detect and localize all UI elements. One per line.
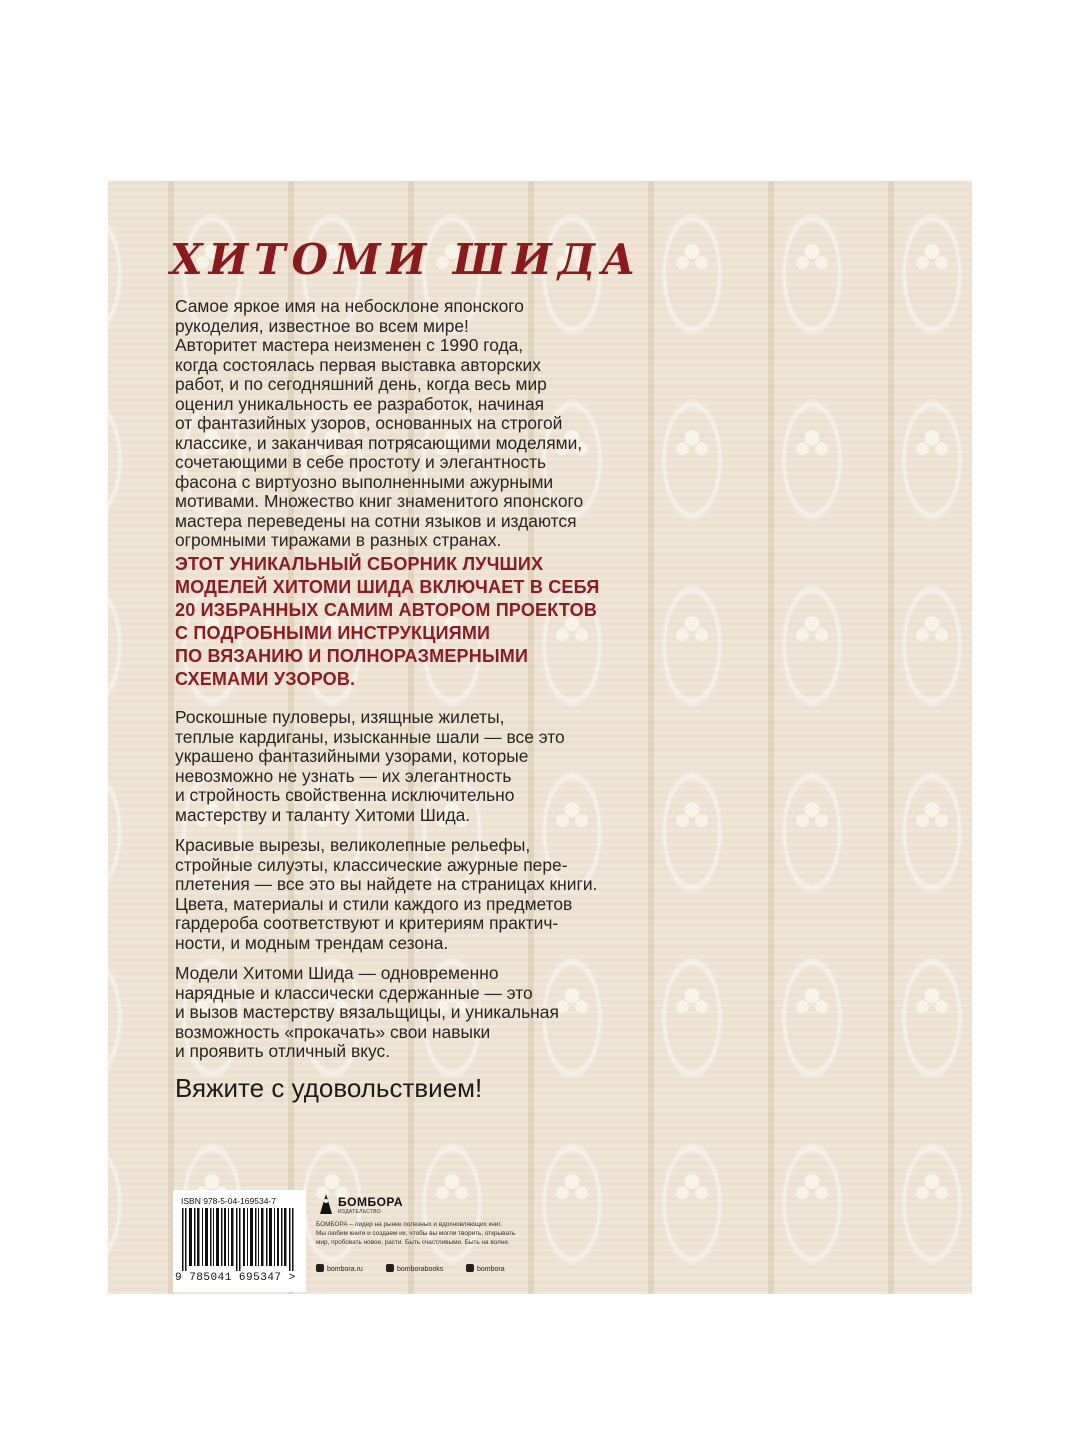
social-handle: bombora.ru: [327, 1266, 363, 1273]
intro-paragraph: Самое яркое имя на небосклоне японского рукоделия, известное во всем мире! Авторитет мастера неизменен с 1990 года, когда состоялась первая выставка авторских работ, и по сегодняшний день, когда весь мир оценил уникальность ее разработок, начиная от фантазийных узоров, основанных на строгой классике, и заканчивая потрясающими моделями, сочетающими в себе простоту и элегантность фасона с виртуозно выполненными ажурными мотивами. Множество книг знаменитого японского мастера переведены на сотни языков и издаются огромными тиражами в разных странах.: [175, 296, 584, 550]
publisher-block: [314, 1190, 734, 1290]
description-paragraph-2: Роскошные пуловеры, изящные жилеты, теплые кардиганы, изысканные шали — все это украшено фантазийными узорами, которые невозможно не узнать — их элегантность и стройность свойственна исключительно мастерству и таланту Хитоми Шида.: [175, 707, 565, 825]
isbn-barcode-box: [173, 1190, 306, 1292]
publisher-subtitle: ИЗДАТЕЛЬСТВО: [338, 1209, 381, 1215]
social-handle: bombora: [477, 1266, 505, 1273]
social-link-video[interactable]: [466, 1264, 505, 1276]
instagram-icon: [316, 1264, 324, 1272]
youtube-telegram-icon: [466, 1264, 474, 1272]
bombora-logo-icon: [316, 1192, 336, 1216]
isbn-label: ISBN 978-5-04-169534-7: [181, 1196, 276, 1206]
social-link-vk[interactable]: [386, 1264, 443, 1276]
author-title: ХИТОМИ ШИДА: [170, 235, 642, 284]
description-paragraph-3: Красивые вырезы, великолепные рельефы, стройные силуэты, классические ажурные пере- плетения — все это вы найдете на страницах книги. Цвета, материалы и стили каждого из предметов гардероба соответствуют и критериям практич- ности, и модным трендам сезона.: [175, 835, 598, 953]
vk-icon: [386, 1264, 394, 1272]
social-handle: bomborabooks: [397, 1266, 444, 1273]
highlight-paragraph: ЭТОТ УНИКАЛЬНЫЙ СБОРНИК ЛУЧШИХ МОДЕЛЕЙ ХИТОМИ ШИДА ВКЛЮЧАЕТ В СЕБЯ 20 ИЗБРАННЫХ САМИМ АВТОРОМ ПРОЕКТОВ С ПОДРОБНЫМИ ИНСТРУКЦИЯМИ ПО ВЯЗАНИЮ И ПОЛНОРАЗМЕРНЫМИ СХЕМАМИ УЗОРОВ.: [175, 554, 600, 689]
barcode-digits: 9 785041 695347 >: [175, 1272, 296, 1284]
description-paragraph-4: Модели Хитоми Шида — одновременно нарядные и классически сдержанные — это и вызов мастерству вязальщицы, и уникальная возможность «прокачать» свои навыки и проявить отличный вкус.: [175, 963, 559, 1061]
barcode-icon: [182, 1208, 294, 1271]
publisher-description: БОМБОРА – лидер на рынке полезных и вдохновляющих книг. Мы любим книги и создаем их, чтобы вы могли творить, открывать мир, пробовать новое, расти. Быть счастливыми. Быть на волне.: [316, 1221, 516, 1246]
closing-slogan: Вяжите с удовольствием!: [175, 1073, 483, 1103]
social-links: [316, 1264, 576, 1278]
publisher-name: БОМБОРА: [338, 1195, 404, 1209]
social-link-site[interactable]: [316, 1264, 363, 1276]
